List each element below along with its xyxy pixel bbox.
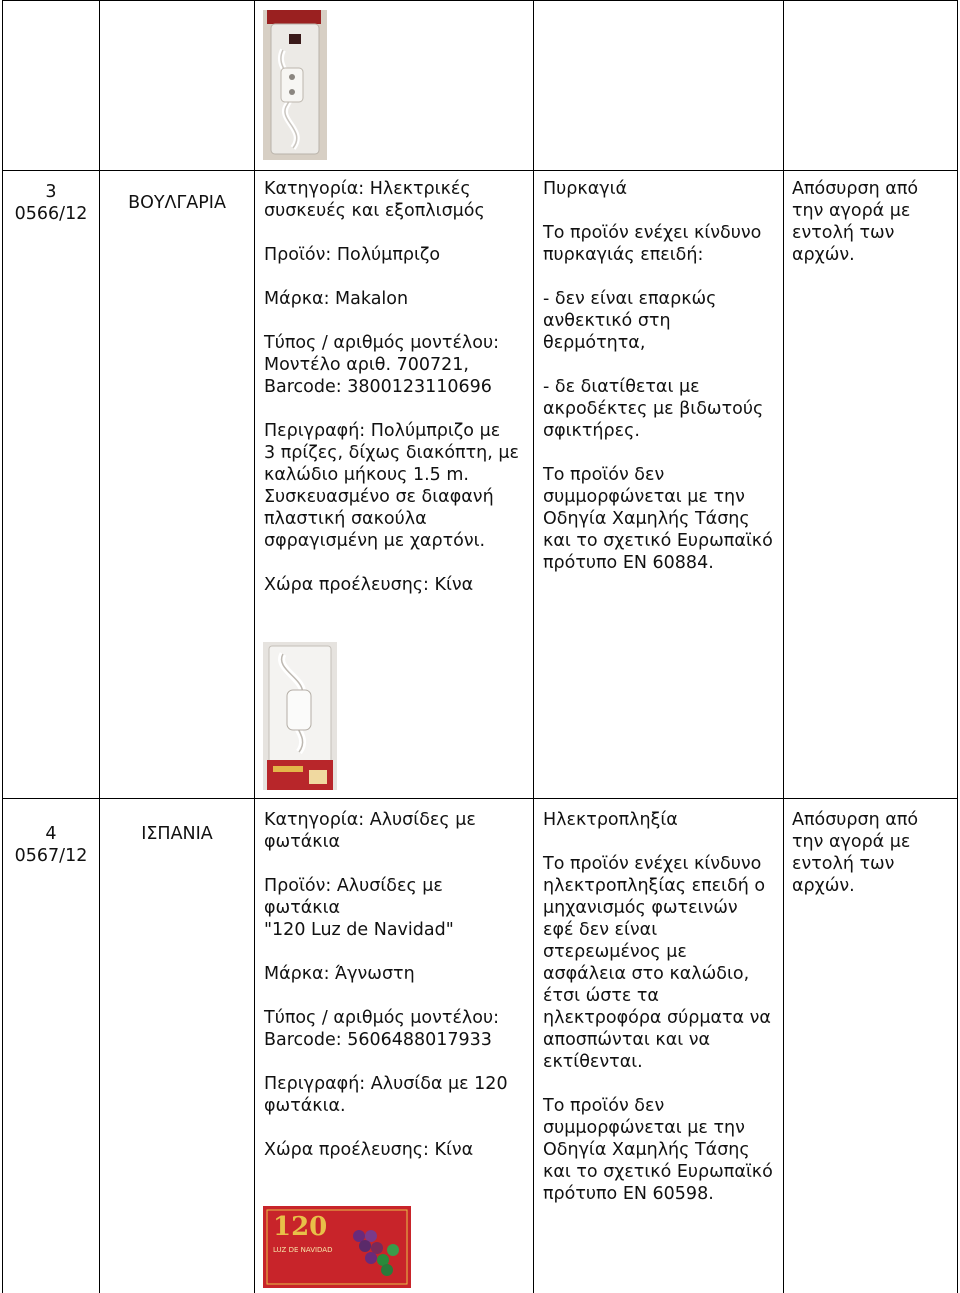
row-3-measure-cell [792,178,954,266]
row-4-product-line: φωτάκια. [264,1096,346,1116]
row-3-risk-line: Πυρκαγιά [543,179,628,199]
row-4-product-line: Χώρα προέλευσης: Κίνα [264,1140,474,1160]
row-divider-middle [2,798,958,799]
row-3-product-line: Συσκευασμένο σε διαφανή [264,487,494,507]
row-4-risk-line: στερεωμένος με [543,942,687,962]
row-3-risk-gap [543,266,781,288]
row-4-product-line: Τύπος / αριθμός μοντέλου: [264,1008,499,1028]
row-3-index-cell [3,181,99,225]
row-4-risk-line: έτσι ώστε τα [543,986,659,1006]
row-4-risk-gap [543,1073,781,1095]
row-4-product-line: φωτάκια [264,832,341,852]
row-3-risk-gap [543,200,781,222]
col-border-3 [533,0,534,1293]
row-3-risk-line: Το προϊόν δεν [543,465,665,485]
row-3-product-cell [264,178,532,596]
row-4-risk-line: εκτίθενται. [543,1052,643,1072]
row-4-risk-line: και το σχετικό Ευρωπαϊκό [543,1162,773,1182]
row-3-product-gap [264,266,532,288]
row-4-product-cell [264,809,532,1161]
row-3-product-line: Μάρκα: Makalon [264,289,409,309]
row-4-risk-line: συμμορφώνεται με την [543,1118,745,1138]
row-3-product-line: Χώρα προέλευσης: Κίνα [264,575,474,595]
row-3-product-line: Barcode: 3800123110696 [264,377,492,397]
row-4-product-line: φωτάκια [264,898,341,918]
row-3-risk-line: - δεν είναι επαρκώς [543,289,717,309]
row-3-risk-line: θερμότητα, [543,333,646,353]
extension-cord-photo [263,642,337,790]
power-strip-photo [263,10,327,160]
row-3-measure-line: εντολή των [792,223,895,243]
row-4-risk-line: αποσπώνται και να [543,1030,711,1050]
row-3-ref: 0566/12 [14,204,88,224]
row-3-product-gap [264,552,532,574]
row-3-risk-line: ανθεκτικό στη [543,311,671,331]
row-3-product-line: πλαστική σακούλα [264,509,427,529]
row-3-product-line: Περιγραφή: Πολύμπριζο με [264,421,501,441]
row-4-risk-line: ηλεκτροπληξίας επειδή ο [543,876,766,896]
row-4-product-gap [264,941,532,963]
row-3-measure-line: αρχών. [792,245,855,265]
row-4-risk-gap [543,831,781,853]
row-4-product-gap [264,853,532,875]
row-4-country: ΙΣΠΑΝΙΑ [141,824,213,844]
row-4-risk-line: εφέ δεν είναι [543,920,658,940]
row-4-product-line: Μάρκα: Άγνωστη [264,964,415,984]
row-4-product-line: Κατηγορία: Αλυσίδες με [264,810,476,830]
row-4-measure-line: την αγορά με [792,832,911,852]
col-border-right [957,0,958,1293]
row-4-ref: 0567/12 [14,846,88,866]
row-4-index-cell [3,823,99,867]
row-3-country: ΒΟΥΛΓΑΡΙΑ [128,193,226,213]
row-4-product-line: Barcode: 5606488017933 [264,1030,492,1050]
row-4-risk-line: πρότυπο EN 60598. [543,1184,714,1204]
row-4-product-gap [264,985,532,1007]
row-4-product-gap [264,1117,532,1139]
box-label: 120 [273,1212,328,1242]
row-3-risk-line: Το προϊόν ενέχει κίνδυνο [543,223,762,243]
row-4-risk-line: Το προϊόν ενέχει κίνδυνο [543,854,762,874]
row-4-product-line: Περιγραφή: Αλυσίδα με 120 [264,1074,508,1094]
row-3-risk-line: πρότυπο EN 60884. [543,553,714,573]
col-border-4 [783,0,784,1293]
row-3-risk-gap [543,442,781,464]
row-3-product-line: συσκευές και εξοπλισμός [264,201,485,221]
row-3-index: 3 [45,182,57,202]
row-3-risk-line: ακροδέκτες με βιδωτούς [543,399,764,419]
extension-cord-image [263,642,337,790]
row-4-product-line: Προϊόν: Αλυσίδες με [264,876,443,896]
table-top-border [2,0,958,1]
row-3-product-line: σφραγισμένη με χαρτόνι. [264,531,486,551]
row-3-product-line: Προϊόν: Πολύμπριζο [264,245,441,265]
row-4-risk-cell [543,809,781,1205]
row-3-product-line: Μοντέλο αριθ. 700721, [264,355,469,375]
row-4-measure-line: εντολή των [792,854,895,874]
row-4-risk-line: Το προϊόν δεν [543,1096,665,1116]
row-3-country-cell [100,192,254,214]
row-4-measure-cell [792,809,954,897]
row-3-risk-line: συμμορφώνεται με την [543,487,745,507]
col-border-2 [254,0,255,1293]
row-3-measure-line: την αγορά με [792,201,911,221]
row-4-risk-line: Ηλεκτροπληξία [543,810,678,830]
row-3-product-gap [264,222,532,244]
row-3-risk-cell [543,178,781,574]
row-3-risk-line: - δε διατίθεται με [543,377,700,397]
row-4-product-gap [264,1051,532,1073]
row-3-risk-line: πυρκαγιάς επειδή: [543,245,704,265]
row-3-risk-line: Οδηγία Χαμηλής Τάσης [543,509,750,529]
row-4-risk-line: Οδηγία Χαμηλής Τάσης [543,1140,750,1160]
row-3-risk-gap [543,354,781,376]
power-strip-image [263,10,327,160]
row-4-country-cell [100,823,254,845]
box-sublabel: LUZ DE NAVIDAD [273,1246,333,1254]
row-4-index: 4 [45,824,57,844]
row-3-product-line: καλώδιο μήκους 1.5 m. [264,465,469,485]
row-3-product-line: Τύπος / αριθμός μοντέλου: [264,333,499,353]
row-4-risk-line: ηλεκτροφόρα σύρματα να [543,1008,771,1028]
row-3-risk-line: σφικτήρες. [543,421,640,441]
row-4-measure-line: Απόσυρση από [792,810,919,830]
row-3-risk-line: και το σχετικό Ευρωπαϊκό [543,531,773,551]
row-3-product-line: Κατηγορία: Ηλεκτρικές [264,179,471,199]
row-4-product-line: "120 Luz de Navidad" [264,920,454,940]
row-divider-top [2,170,958,171]
row-4-risk-line: μηχανισμός φωτεινών [543,898,738,918]
row-3-measure-line: Απόσυρση από [792,179,919,199]
row-3-product-line: 3 πρίζες, δίχως διακόπτη, με [264,443,519,463]
row-4-risk-line: ασφάλεια στο καλώδιο, [543,964,750,984]
row-3-product-gap [264,398,532,420]
row-3-product-gap [264,310,532,332]
christmas-lights-box-photo [263,1206,411,1288]
row-4-measure-line: αρχών. [792,876,855,896]
